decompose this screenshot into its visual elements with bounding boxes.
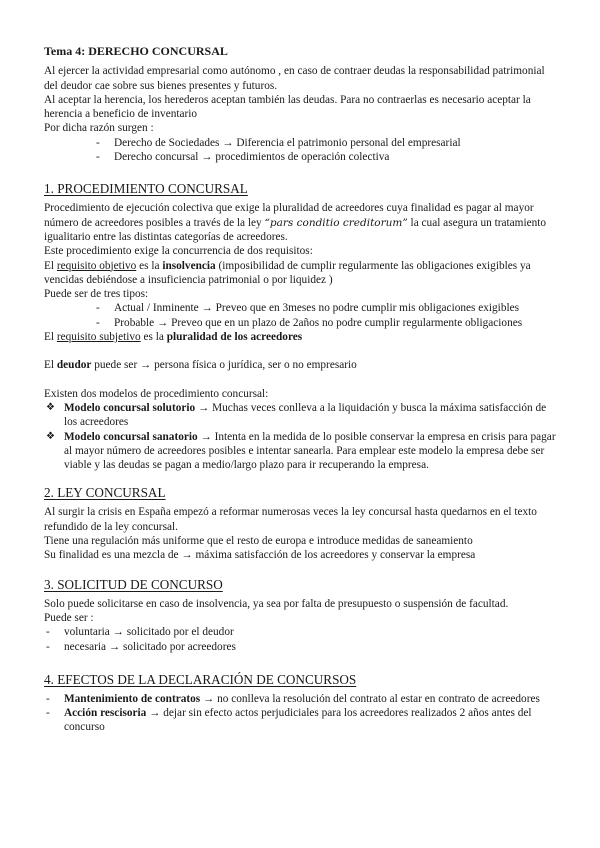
dash-bullet-icon: - xyxy=(46,640,50,653)
list-item: ❖ Modelo concursal sanatorio → Intenta en la medida de lo posible conservar la empresa en crisis para pagar al mayor número de acreedores posibles e intentar sanearla. Para emplear este modelo la empresa debe ser viable y las deudas se pagan a medio/largo plazo para ir recuperando la empresa. xyxy=(46,430,556,472)
s3-paragraph-1: Solo puede solicitarse en caso de insolvencia, ya sea por falta de presupuesto o suspensión de facultad. xyxy=(44,597,509,610)
dash-bullet-icon: - xyxy=(46,626,50,639)
section-heading-2: 2. LEY CONCURSAL xyxy=(44,485,166,501)
dash-bullet-icon: - xyxy=(96,302,100,315)
intro-list xyxy=(44,136,560,165)
s1-subjective-requirement: El requisito subjetivo es la pluralidad de los acreedores xyxy=(44,331,303,344)
list-item: - necesaria → solicitado por acreedores xyxy=(46,640,236,653)
document-title: Tema 4: DERECHO CONCURSAL xyxy=(44,44,228,58)
section-heading-4: 4. EFECTOS DE LA DECLARACIÓN DE CONCURSOS xyxy=(44,671,357,687)
intro-paragraph-3: Por dicha razón surgen : xyxy=(44,122,154,135)
s1-models-list xyxy=(44,401,560,472)
s2-paragraph-2: Tiene una regulación más uniforme que el resto de europa e introduce medidas de saneamiento xyxy=(44,535,473,548)
dash-bullet-icon: - xyxy=(46,707,50,720)
list-item: - Derecho concursal → procedimientos de operación colectiva xyxy=(96,151,390,164)
s1-requirements-intro: Este procedimiento exige la concurrencia de dos requisitos: xyxy=(44,245,313,258)
list-item: - Actual / Inminente → Preveo que en 3meses no podre cumplir mis obligaciones exigibles xyxy=(96,302,520,315)
s1-debtor: El deudor puede ser → persona física o jurídica, ser o no empresario xyxy=(44,359,357,372)
list-item: - voluntaria → solicitado por el deudor xyxy=(46,626,234,639)
s1-definition: Procedimiento de ejecución colectiva que exige la pluralidad de acreedores cuya finalidad es pagar al mayor número de acreedores posibles a través de la ley “pars conditio creditorum” la cual asegura un tratamiento igualitario entre las distintas categorías de acreedores. xyxy=(44,202,547,243)
s1-types-intro: Puede ser de tres tipos: xyxy=(44,288,149,301)
list-item: - Probable → Preveo que en un plazo de 2años no podre cumplir regularmente obligaciones xyxy=(96,316,523,329)
s2-paragraph-1: Al surgir la crisis en España empezó a reformar numerosas veces la ley concursal hasta quedarnos en el texto refundido de la ley concursal. xyxy=(44,506,537,533)
dash-bullet-icon: - xyxy=(96,316,100,329)
s1-objective-requirement: El requisito objetivo es la insolvencia (imposibilidad de cumplir regularmente las obligaciones exigibles ya vencidas debiéndose a insuficiencia patrimonial o por liquidez ) xyxy=(44,259,531,286)
section-heading-3: 3. SOLICITUD DE CONCURSO xyxy=(44,576,223,592)
dash-bullet-icon: - xyxy=(46,692,50,705)
document-page xyxy=(44,44,560,735)
s1-models-intro: Existen dos modelos de procedimiento concursal: xyxy=(44,387,269,400)
s1-types-list xyxy=(44,301,560,330)
s3-list xyxy=(44,625,560,654)
dash-bullet-icon: - xyxy=(96,136,100,149)
dash-bullet-icon: - xyxy=(96,151,100,164)
list-item: - Acción rescisoria → dejar sin efecto actos perjudiciales para los acreedores realizados 2 años antes del concurso xyxy=(46,707,532,734)
section-heading-1: 1. PROCEDIMIENTO CONCURSAL xyxy=(44,181,248,197)
s2-paragraph-3: Su finalidad es una mezcla de → máxima satisfacción de los acreedores y conservar la empresa xyxy=(44,549,476,562)
s3-paragraph-2: Puede ser : xyxy=(44,611,94,624)
s4-list xyxy=(44,692,560,735)
diamond-bullet-icon: ❖ xyxy=(46,430,55,442)
intro-paragraph-1: Al ejercer la actividad empresarial como autónomo , en caso de contraer deudas la responsabilidad patrimonial del deudor cae sobre sus bienes presentes y futuros. xyxy=(44,65,545,92)
list-item: - Mantenimiento de contratos → no conlleva la resolución del contrato al estar en contrato de acreedores xyxy=(46,692,540,705)
list-item: - Derecho de Sociedades → Diferencia el patrimonio personal del empresarial xyxy=(96,136,461,149)
list-item: ❖ Modelo concursal solutorio → Muchas veces conlleva a la liquidación y busca la máxima satisfacción de los acreedores xyxy=(46,401,547,429)
diamond-bullet-icon: ❖ xyxy=(46,401,55,413)
intro-paragraph-2: Al aceptar la herencia, los herederos aceptan también las deudas. Para no contraerlas es necesario aceptar la herencia a beneficio de inventario xyxy=(44,93,531,121)
